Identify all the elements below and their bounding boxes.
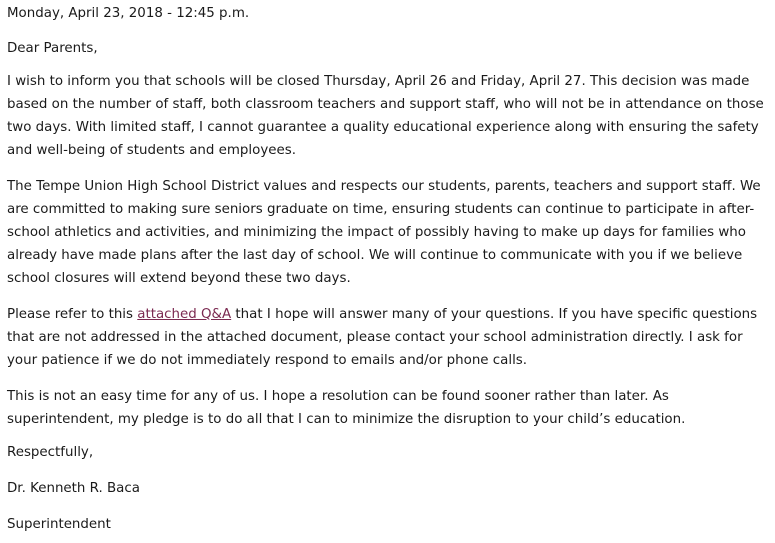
paragraph-pledge: This is not an easy time for any of us. I hope a resolution can be found sooner rather than later. As superintendent, my pledge is to do all that I can to minimize the disruption to your child’s education. bbox=[7, 389, 686, 427]
date-line: Monday, April 23, 2018 - 12:45 p.m. bbox=[7, 6, 250, 21]
greeting: Dear Parents, bbox=[7, 41, 98, 56]
signer-title: Superintendent bbox=[7, 517, 111, 532]
paragraph-qa-reference bbox=[7, 303, 769, 372]
qa-text-before-link: Please refer to this bbox=[7, 307, 138, 322]
signer-name: Dr. Kenneth R. Baca bbox=[7, 481, 140, 496]
paragraph-closure-notice: I wish to inform you that schools will be closed Thursday, April 26 and Friday, April 27. This decision was made based on the number of staff, both classroom teachers and support staff, who will not be in attendance on those two days. With limited staff, I cannot guarantee a quality educational experience along with ensuring the safety and well-being of students and employees. bbox=[7, 74, 764, 158]
qa-text-after-link: that I hope will answer many of your questions. If you have specific questions that are not addressed in the attached document, please contact your school administration directly. I ask for your patience if we do not immediately respond to emails and/or phone calls. bbox=[7, 307, 758, 368]
closing: Respectfully, bbox=[7, 445, 94, 460]
paragraph-district-values: The Tempe Union High School District values and respects our students, parents, teachers and support staff. We are committed to making sure seniors graduate on time, ensuring students can continue to participate in after-school athletics and activities, and minimizing the impact of possibly having to make up days for families who already have made plans after the last day of school. We will continue to communicate with you if we believe school closures will extend beyond these two days. bbox=[7, 179, 761, 286]
attached-qa-link[interactable]: attached Q&A bbox=[137, 307, 232, 322]
letter-body bbox=[7, 5, 769, 533]
